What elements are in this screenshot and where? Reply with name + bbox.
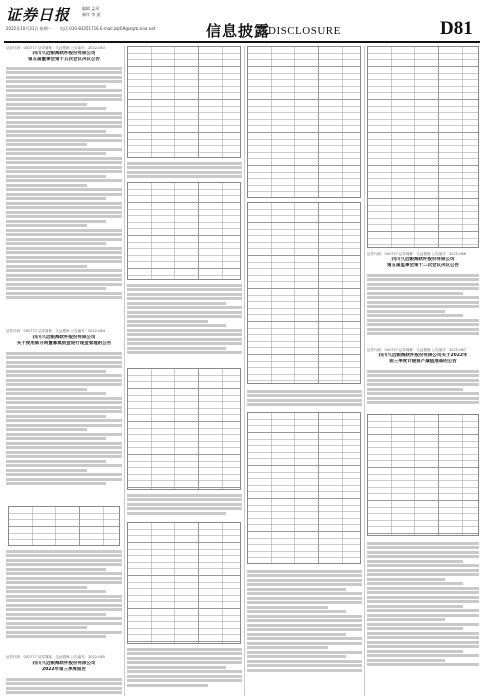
text-line bbox=[127, 679, 242, 682]
income-statement-table bbox=[247, 412, 361, 564]
text-line bbox=[6, 397, 122, 400]
text-line bbox=[247, 633, 346, 636]
text-line bbox=[367, 319, 479, 322]
text-line bbox=[127, 324, 226, 327]
text-line bbox=[247, 570, 362, 573]
text-line bbox=[6, 361, 122, 364]
text-line bbox=[367, 614, 479, 617]
text-line bbox=[367, 587, 479, 590]
text-line bbox=[367, 560, 463, 563]
text-line bbox=[6, 586, 87, 589]
page-number: D81 bbox=[440, 18, 473, 39]
column-divider bbox=[244, 46, 245, 696]
body-text bbox=[127, 646, 242, 688]
text-line bbox=[247, 592, 362, 595]
body-text bbox=[367, 368, 479, 406]
text-line bbox=[6, 292, 122, 295]
text-line bbox=[367, 332, 479, 335]
text-line bbox=[6, 682, 122, 685]
text-line bbox=[247, 628, 362, 631]
text-line bbox=[247, 646, 328, 649]
text-line bbox=[6, 170, 122, 173]
text-line bbox=[6, 550, 122, 553]
text-line bbox=[6, 274, 122, 277]
text-line bbox=[6, 211, 122, 214]
data-table bbox=[8, 506, 120, 546]
text-line bbox=[6, 678, 122, 681]
article-code: 证券代码：002777 证券简称：久远银海 公告编号：2022-067 bbox=[367, 348, 466, 352]
text-line bbox=[6, 392, 106, 395]
text-line bbox=[367, 650, 463, 653]
article-company: 四川久远银海软件股份有限公司 bbox=[391, 257, 455, 262]
text-line bbox=[247, 651, 362, 654]
text-line bbox=[6, 179, 122, 182]
text-line bbox=[6, 242, 106, 245]
text-line bbox=[6, 622, 122, 625]
text-line bbox=[247, 579, 362, 582]
text-line bbox=[6, 283, 122, 286]
text-line bbox=[6, 365, 122, 368]
text-line bbox=[6, 388, 87, 391]
text-line bbox=[6, 107, 106, 110]
text-line bbox=[367, 663, 479, 666]
text-line bbox=[6, 563, 122, 566]
text-line bbox=[247, 655, 346, 658]
column-divider bbox=[124, 46, 125, 696]
text-line bbox=[6, 383, 122, 386]
text-line bbox=[367, 609, 479, 612]
text-line bbox=[247, 642, 362, 645]
producer-line: 制作 李 波 bbox=[82, 12, 101, 17]
section-title-en: DISCLOSURE bbox=[268, 25, 341, 37]
text-line bbox=[6, 139, 122, 142]
text-line bbox=[367, 287, 479, 290]
text-line bbox=[127, 684, 208, 687]
body-text bbox=[6, 350, 122, 487]
text-line bbox=[367, 379, 479, 382]
body-text bbox=[6, 548, 122, 640]
column-4 bbox=[367, 46, 479, 696]
text-line bbox=[6, 202, 122, 205]
text-line bbox=[6, 631, 122, 634]
text-line bbox=[6, 161, 122, 164]
text-line bbox=[6, 599, 122, 602]
text-line bbox=[247, 394, 362, 397]
text-line bbox=[127, 297, 242, 300]
text-line bbox=[6, 76, 122, 79]
text-line bbox=[367, 632, 479, 635]
article-title: 关于使用部分闲置募集资金进行现金管理的公告 bbox=[16, 341, 112, 346]
text-line bbox=[6, 437, 106, 440]
text-line bbox=[367, 582, 463, 585]
text-line bbox=[367, 636, 479, 639]
text-line bbox=[367, 314, 463, 317]
text-line bbox=[127, 311, 242, 314]
text-line bbox=[247, 597, 362, 600]
text-line bbox=[127, 498, 242, 501]
text-line bbox=[6, 112, 122, 115]
text-line bbox=[6, 260, 122, 263]
text-line bbox=[127, 315, 242, 318]
text-line bbox=[6, 125, 122, 128]
text-line bbox=[6, 595, 122, 598]
balance-sheet-table bbox=[247, 46, 361, 198]
text-line bbox=[6, 269, 122, 272]
text-line bbox=[367, 546, 479, 549]
text-line bbox=[127, 503, 242, 506]
text-line bbox=[6, 193, 122, 196]
text-line bbox=[127, 320, 208, 323]
article-title: 2022年第三季度报告 bbox=[41, 667, 87, 672]
text-line bbox=[127, 162, 242, 165]
article-title: 第五届董事会第十五次会议决议公告 bbox=[28, 57, 100, 62]
text-line bbox=[6, 85, 106, 88]
text-line bbox=[367, 618, 445, 621]
text-line bbox=[6, 352, 122, 355]
text-line bbox=[127, 661, 242, 664]
text-line bbox=[6, 428, 87, 431]
text-line bbox=[247, 403, 362, 406]
text-line bbox=[6, 370, 106, 373]
text-line bbox=[6, 296, 122, 299]
text-line bbox=[247, 660, 362, 663]
text-line bbox=[367, 555, 479, 558]
text-line bbox=[6, 401, 122, 404]
text-line bbox=[127, 166, 242, 169]
column-divider bbox=[364, 46, 365, 696]
text-line bbox=[6, 482, 106, 485]
text-line bbox=[6, 206, 122, 209]
text-line bbox=[367, 573, 479, 576]
text-line bbox=[367, 328, 479, 331]
text-line bbox=[127, 329, 242, 332]
body-text bbox=[367, 540, 479, 668]
text-line bbox=[6, 265, 87, 268]
text-line bbox=[367, 305, 479, 308]
article-company: 四川久远银海软件股份有限公司 bbox=[32, 335, 96, 340]
text-line bbox=[247, 390, 362, 393]
financial-table bbox=[127, 182, 241, 280]
text-line bbox=[367, 542, 479, 545]
text-line bbox=[127, 293, 242, 296]
text-line bbox=[6, 473, 122, 476]
text-line bbox=[367, 301, 479, 304]
text-line bbox=[127, 333, 242, 336]
financial-table bbox=[127, 368, 241, 490]
text-line bbox=[367, 623, 479, 626]
text-line bbox=[6, 143, 87, 146]
text-line bbox=[6, 469, 87, 472]
text-line bbox=[367, 292, 463, 295]
text-line bbox=[6, 442, 122, 445]
masthead bbox=[0, 0, 484, 44]
body-text bbox=[6, 676, 122, 696]
text-line bbox=[6, 67, 122, 70]
text-line bbox=[127, 347, 226, 350]
text-line bbox=[6, 626, 87, 629]
text-line bbox=[6, 691, 122, 694]
text-line bbox=[247, 615, 362, 618]
text-line bbox=[127, 175, 242, 178]
text-line bbox=[367, 374, 479, 377]
text-line bbox=[6, 166, 122, 169]
text-line bbox=[6, 613, 106, 616]
text-line bbox=[6, 608, 122, 611]
text-line bbox=[247, 664, 362, 667]
newspaper-logo: 证券日报 bbox=[6, 6, 71, 24]
article-code: 证券代码：002777 证券简称：久远银海 公告编号：2022-065 bbox=[6, 655, 105, 659]
text-line bbox=[127, 507, 242, 510]
text-line bbox=[247, 588, 346, 591]
text-line bbox=[6, 446, 122, 449]
text-line bbox=[367, 310, 445, 313]
text-line bbox=[367, 591, 479, 594]
text-line bbox=[367, 605, 463, 608]
article-code: 证券代码：002777 证券简称：久远银海 公告编号：2022-063 bbox=[6, 46, 105, 50]
text-line bbox=[6, 247, 122, 250]
text-line bbox=[127, 171, 242, 174]
text-line bbox=[247, 669, 362, 672]
masthead-info bbox=[82, 6, 101, 18]
text-line bbox=[127, 670, 242, 673]
body-text bbox=[127, 160, 242, 180]
text-line bbox=[6, 433, 122, 436]
body-text bbox=[247, 568, 362, 673]
text-line bbox=[6, 356, 122, 359]
text-line bbox=[6, 687, 122, 690]
text-line bbox=[367, 274, 479, 277]
cash-flow-table bbox=[367, 46, 479, 248]
text-line bbox=[367, 296, 479, 299]
text-line bbox=[6, 184, 87, 187]
text-line bbox=[6, 572, 122, 575]
text-line bbox=[6, 103, 87, 106]
text-line bbox=[6, 460, 106, 463]
text-line bbox=[6, 406, 122, 409]
text-line bbox=[6, 635, 106, 638]
text-line bbox=[247, 583, 362, 586]
text-line bbox=[6, 256, 122, 259]
article-company: 四川久远银海软件股份有限公司 bbox=[32, 661, 96, 666]
text-line bbox=[6, 559, 122, 562]
text-line bbox=[6, 581, 122, 584]
text-line bbox=[6, 233, 122, 236]
text-line bbox=[6, 220, 106, 223]
text-line bbox=[6, 379, 122, 382]
text-line bbox=[127, 288, 242, 291]
text-line bbox=[6, 130, 106, 133]
text-line bbox=[6, 148, 122, 151]
text-line bbox=[127, 512, 226, 515]
text-line bbox=[127, 284, 242, 287]
section-title: 信息披露 bbox=[206, 22, 271, 40]
text-line bbox=[367, 578, 445, 581]
text-line bbox=[127, 657, 242, 660]
text-line bbox=[367, 564, 479, 567]
body-text bbox=[127, 282, 242, 356]
text-line bbox=[247, 624, 362, 627]
text-line bbox=[6, 134, 122, 137]
text-line bbox=[6, 577, 122, 580]
text-line bbox=[127, 302, 226, 305]
text-line bbox=[6, 175, 106, 178]
text-line bbox=[367, 600, 479, 603]
text-line bbox=[6, 424, 122, 427]
column-2 bbox=[127, 46, 242, 696]
text-line bbox=[6, 374, 122, 377]
text-line bbox=[6, 89, 122, 92]
text-line bbox=[367, 388, 463, 391]
text-line bbox=[6, 121, 122, 124]
contact-line: 电话 010-83251716 E-mail:zqrb9@zqrb.sina.net bbox=[60, 26, 156, 31]
text-line bbox=[6, 157, 122, 160]
text-line bbox=[6, 71, 122, 74]
text-line bbox=[6, 568, 106, 571]
text-line bbox=[367, 283, 479, 286]
text-line bbox=[6, 410, 122, 413]
text-line bbox=[6, 478, 122, 481]
text-line bbox=[6, 116, 122, 119]
impairment-table bbox=[367, 414, 479, 536]
article-title: 前三季度计提资产减值准备的公告 bbox=[389, 359, 457, 364]
text-line bbox=[367, 392, 479, 395]
financial-table bbox=[127, 46, 241, 158]
text-line bbox=[127, 648, 242, 651]
text-line bbox=[6, 224, 87, 227]
article-code: 证券代码：002777 证券简称：久远银海 公告编号：2022-066 bbox=[367, 252, 466, 256]
text-line bbox=[367, 397, 479, 400]
body-text bbox=[127, 492, 242, 516]
editor-line: 编辑 孟珂 bbox=[82, 6, 100, 11]
text-line bbox=[6, 197, 106, 200]
article-company: 四川久远银海软件股份有限公司关于2022年 bbox=[378, 353, 468, 358]
body-text bbox=[6, 65, 122, 301]
text-line bbox=[6, 278, 122, 281]
header-rule bbox=[4, 41, 480, 43]
text-line bbox=[6, 604, 122, 607]
issue-date: 2022年10月31日 星期一 bbox=[6, 26, 52, 31]
column-3 bbox=[247, 46, 362, 696]
text-line bbox=[6, 617, 122, 620]
text-line bbox=[6, 188, 122, 191]
text-line bbox=[6, 229, 122, 232]
body-text bbox=[247, 388, 362, 408]
text-line bbox=[247, 606, 328, 609]
text-line bbox=[247, 610, 346, 613]
text-line bbox=[6, 98, 122, 101]
text-line bbox=[247, 637, 362, 640]
text-line bbox=[127, 675, 242, 678]
text-line bbox=[247, 399, 362, 402]
balance-sheet-table bbox=[247, 202, 361, 384]
text-line bbox=[367, 641, 479, 644]
text-line bbox=[6, 94, 122, 97]
text-line bbox=[247, 601, 362, 604]
text-line bbox=[127, 342, 242, 345]
text-line bbox=[6, 590, 106, 593]
text-line bbox=[367, 654, 479, 657]
article-code: 证券代码：002777 证券简称：久远银海 公告编号：2022-064 bbox=[6, 329, 105, 333]
text-line bbox=[6, 419, 122, 422]
text-line bbox=[367, 370, 479, 373]
text-line bbox=[367, 278, 479, 281]
text-line bbox=[367, 627, 463, 630]
text-line bbox=[6, 80, 122, 83]
text-line bbox=[6, 215, 122, 218]
text-line bbox=[6, 415, 106, 418]
text-line bbox=[247, 574, 362, 577]
text-line bbox=[367, 569, 479, 572]
text-line bbox=[127, 338, 242, 341]
text-line bbox=[367, 596, 479, 599]
text-line bbox=[6, 455, 122, 458]
text-line bbox=[6, 464, 122, 467]
text-line bbox=[367, 401, 479, 404]
text-line bbox=[127, 494, 242, 497]
column-1 bbox=[6, 46, 122, 696]
text-line bbox=[127, 652, 242, 655]
text-line bbox=[127, 306, 242, 309]
text-line bbox=[6, 238, 122, 241]
financial-table bbox=[127, 522, 241, 644]
text-line bbox=[6, 554, 122, 557]
text-line bbox=[6, 451, 122, 454]
text-line bbox=[367, 323, 479, 326]
text-line bbox=[127, 666, 226, 669]
text-line bbox=[367, 551, 479, 554]
text-line bbox=[6, 287, 106, 290]
body-text bbox=[367, 272, 479, 337]
text-line bbox=[6, 251, 122, 254]
text-line bbox=[247, 619, 362, 622]
article-company: 四川久远银海软件股份有限公司 bbox=[32, 51, 96, 56]
text-line bbox=[367, 645, 479, 648]
text-line bbox=[127, 351, 242, 354]
text-line bbox=[367, 383, 479, 386]
text-line bbox=[367, 659, 445, 662]
text-line bbox=[6, 152, 106, 155]
article-title: 第五届监事会第十二次会议决议公告 bbox=[387, 263, 459, 268]
